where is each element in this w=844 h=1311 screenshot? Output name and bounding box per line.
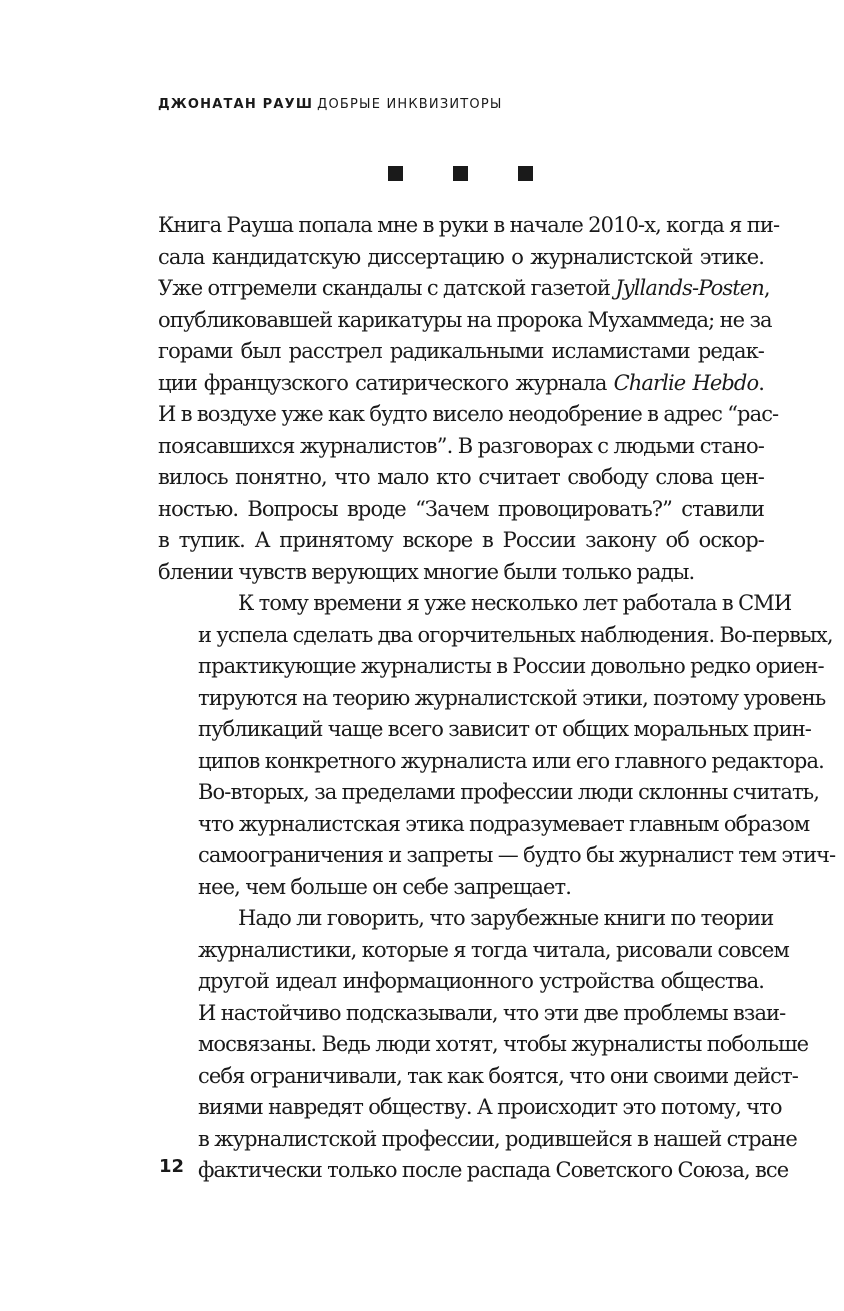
text-line: публикаций чаще всего зависит от общих моральных прин-: [198, 717, 811, 741]
text-line: и успела сделать два огорчительных наблюдения. Во-первых,: [198, 622, 833, 647]
text-line: тируются на теорию журналистской этики, поэтому уровень: [198, 685, 826, 710]
body-text: [158, 210, 836, 1187]
text-line: блении чувств верующих многие были только рады.: [158, 559, 695, 584]
text-line: мосвязаны. Ведь люди хотят, чтобы журналисты побольше: [198, 1032, 809, 1056]
text-line: И в воздухе уже как будто висело неодобрение в адрес “рас-: [158, 402, 779, 426]
text-line: поясавшихся журналистов”. В разговорах с людьми стано-: [158, 433, 764, 458]
italic-name: Charlie Hebdo: [613, 370, 759, 395]
running-head: [158, 97, 503, 112]
text-line: другой идеал информационного устройства общества.: [198, 969, 764, 993]
text-line: опубликовавшей карикатуры на пророка Мухаммеда; не за: [158, 307, 772, 332]
text-line: ции французского сатирического журнала Charlie Hebdo.: [158, 370, 764, 395]
text-line: ностью. Вопросы вроде “Зачем провоцировать?” ставили: [158, 496, 764, 521]
italic-name: Jyllands-Posten: [615, 276, 764, 300]
text-line: журналистики, которые я тогда читала, рисовали совсем: [198, 937, 789, 962]
text-line: фактически только после распада Советского Союза, все: [198, 1158, 789, 1182]
text-line: Надо ли говорить, что зарубежные книги по теории: [238, 906, 774, 930]
text-line: в тупик. А принятому вскоре в России закону об оскор-: [158, 528, 764, 552]
text-line: Уже отгремели скандалы с датской газетой Jyllands-Posten,: [158, 276, 770, 300]
separator-square: [388, 166, 403, 181]
text-line: К тому времени я уже несколько лет работала в СМИ: [238, 591, 792, 615]
separator-square: [453, 166, 468, 181]
running-head-title: ДОБРЫЕ ИНКВИЗИТОРЫ: [317, 97, 503, 112]
running-head-author: ДЖОНАТАН РАУШ: [158, 97, 314, 112]
text-line: ципов конкретного журналиста или его главного редактора.: [198, 748, 824, 773]
text-line: самоограничения и запреты — будто бы журналист тем этич-: [198, 843, 836, 867]
text-line: сала кандидатскую диссертацию о журналистской этике.: [158, 244, 764, 269]
text-line: практикующие журналисты в России довольно редко ориен-: [198, 654, 824, 678]
text-line: нее, чем больше он себе запрещает.: [198, 874, 571, 899]
text-line: Во-вторых, за пределами профессии люди склонны считать,: [198, 780, 819, 804]
page-number: 12: [159, 1156, 185, 1177]
text-line: в журналистской профессии, родившейся в нашей стране: [198, 1126, 797, 1151]
text-line: горами был расстрел радикальными исламистами редак-: [158, 339, 764, 363]
text-line: себя ограничивали, так как боятся, что они своими дейст-: [198, 1063, 798, 1088]
separator-square: [518, 166, 533, 181]
text-line: И настойчиво подсказывали, что эти две проблемы взаи-: [198, 1000, 786, 1025]
text-line: Книга Рауша попала мне в руки в начале 2010-х, когда я пи-: [158, 213, 780, 237]
text-line: что журналистская этика подразумевает главным образом: [198, 811, 810, 836]
text-line: вилось понятно, что мало кто считает свободу слова цен-: [158, 465, 764, 489]
paragraph: [158, 903, 809, 1187]
paragraph: [158, 588, 836, 903]
text-line: виями навредят обществу. А происходит это потому, что: [198, 1095, 782, 1119]
paragraph: [158, 210, 780, 588]
section-separator: [388, 166, 533, 181]
